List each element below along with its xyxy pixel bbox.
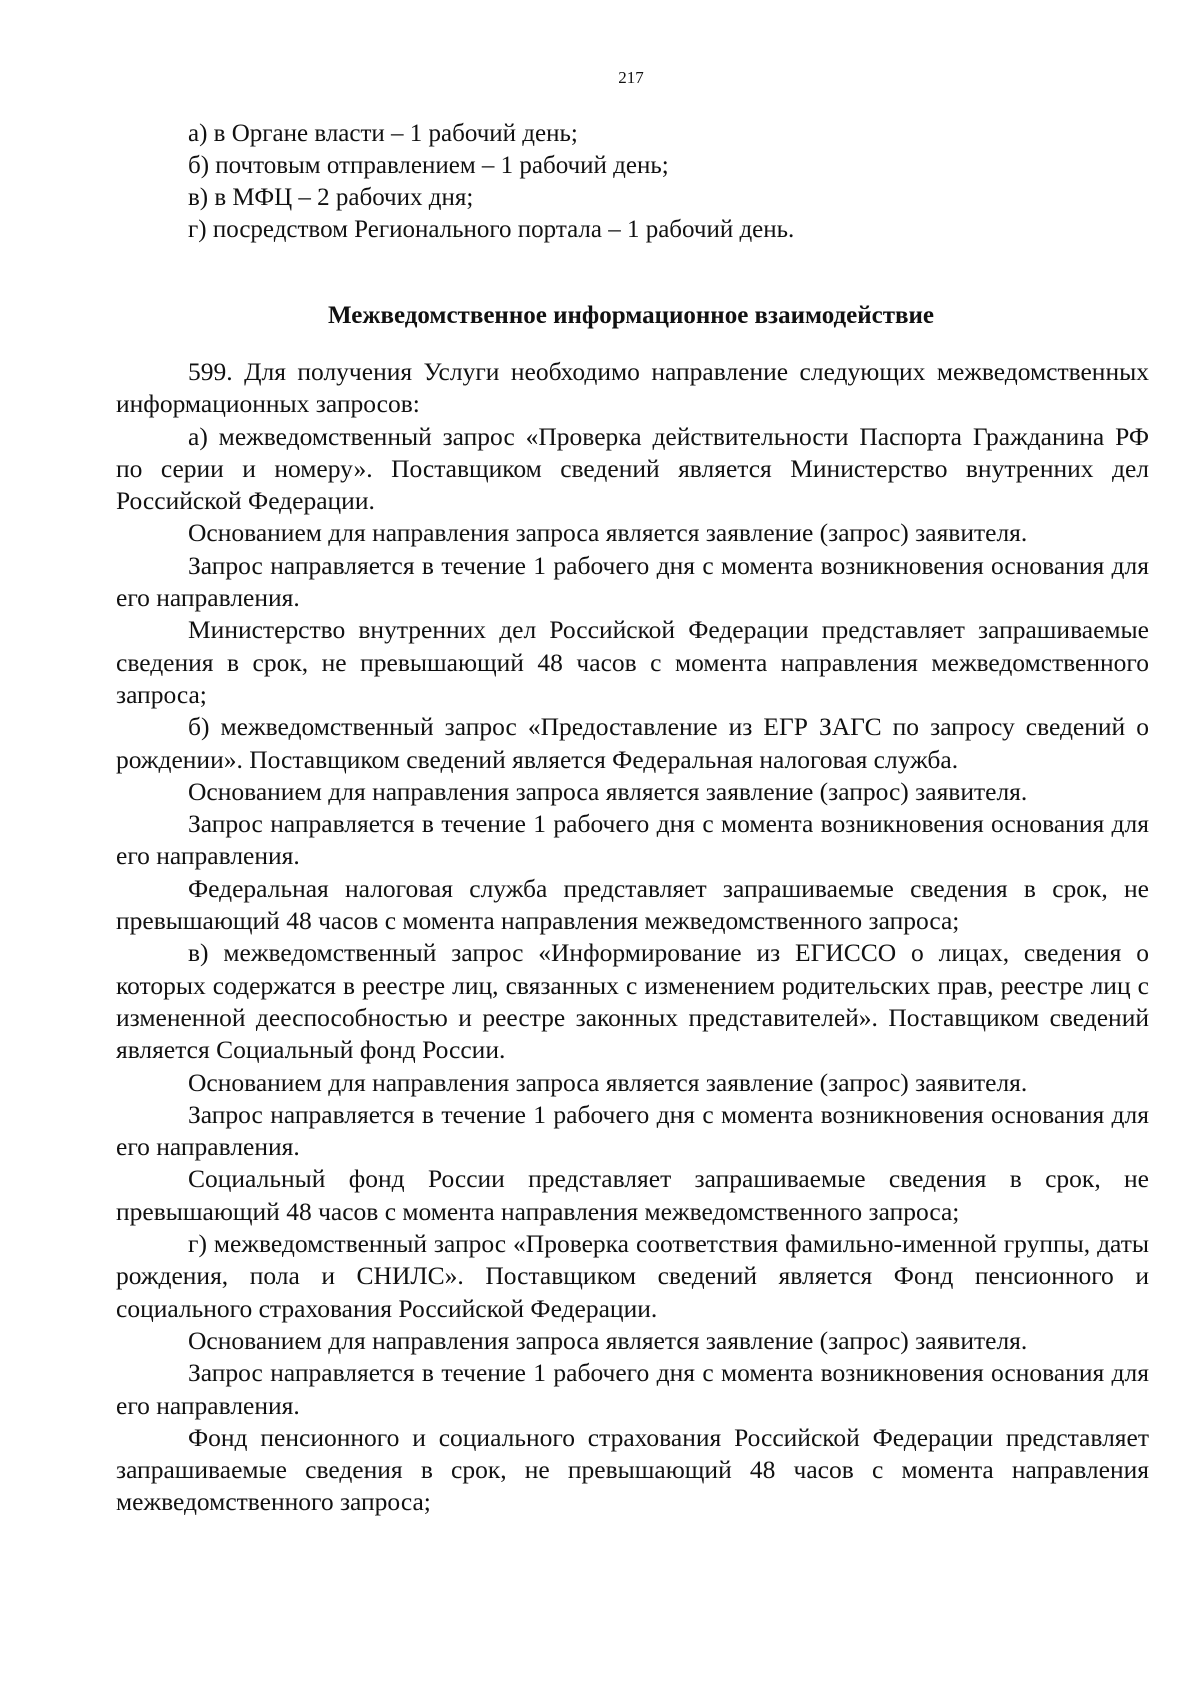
page-number: 217 xyxy=(618,68,644,87)
paragraph: Запрос направляется в течение 1 рабочего дня с момента возникновения основания для его направления. xyxy=(116,1099,1149,1162)
paragraph: Социальный фонд России представляет запрашиваемые сведения в срок, не превышающий 48 часов с момента направления межведомственного запроса; xyxy=(116,1164,1149,1226)
paragraph: а) межведомственный запрос «Проверка действительности Паспорта Гражданина РФ по серии и номеру». Поставщиком сведений является Министерство внутренних дел Российской Федерации. xyxy=(116,421,1149,516)
paragraph: Федеральная налоговая служба представляет запрашиваемые сведения в срок, не превышающий 48 часов с момента направления межведомственного запроса; xyxy=(116,873,1149,936)
list-item: в) в МФЦ – 2 рабочих дня; xyxy=(188,184,474,211)
paragraph: Основанием для направления запроса является заявление (запрос) заявителя. xyxy=(188,1325,1028,1355)
paragraph: 599. Для получения Услуги необходимо направление следующих межведомственных информационных запросов: xyxy=(116,357,1149,419)
deadline-list xyxy=(188,118,1148,246)
list-item: а) в Органе власти – 1 рабочий день; xyxy=(188,120,578,147)
paragraph: Основанием для направления запроса является заявление (запрос) заявителя. xyxy=(188,776,1028,806)
paragraph: Фонд пенсионного и социального страхования Российской Федерации представляет запрашиваемые сведения в срок, не превышающий 48 часов с момента направления межведомственного запроса; xyxy=(116,1422,1149,1517)
paragraph: Запрос направляется в течение 1 рабочего дня с момента возникновения основания для его направления. xyxy=(116,1358,1149,1420)
paragraph: в) межведомственный запрос «Информирование из ЕГИССО о лицах, сведения о которых содержатся в реестре лиц, связанных с изменением родительских прав, реестре лиц с измененной дееспособностью и реестре законных представителей». Поставщиком сведений является Социальный фонд России. xyxy=(116,938,1149,1065)
paragraph: Запрос направляется в течение 1 рабочего дня с момента возникновения основания для его направления. xyxy=(116,809,1149,871)
list-item: б) почтовым отправлением – 1 рабочий день; xyxy=(188,152,669,179)
list-item: г) посредством Регионального портала – 1 рабочий день. xyxy=(188,216,795,243)
document-body xyxy=(116,356,1149,1519)
paragraph: Запрос направляется в течение 1 рабочего дня с момента возникновения основания для его направления. xyxy=(116,550,1149,613)
paragraph: б) межведомственный запрос «Предоставление из ЕГР ЗАГС по запросу сведений о рождении». Поставщиком сведений является Федеральная налоговая служба. xyxy=(116,712,1149,774)
paragraph: г) межведомственный запрос «Проверка соответствия фамильно-именной группы, даты рождения, пола и СНИЛС». Поставщиком сведений является Фонд пенсионного и социального страхования Российской Федерации. xyxy=(116,1229,1149,1323)
paragraph: Основанием для направления запроса является заявление (запрос) заявителя. xyxy=(188,1067,1028,1097)
paragraph: Министерство внутренних дел Российской Федерации представляет запрашиваемые сведения в срок, не превышающий 48 часов с момента направления межведомственного запроса; xyxy=(116,615,1149,709)
section-heading: Межведомственное информационное взаимодействие xyxy=(328,302,934,329)
paragraph: Основанием для направления запроса является заявление (запрос) заявителя. xyxy=(188,518,1028,548)
